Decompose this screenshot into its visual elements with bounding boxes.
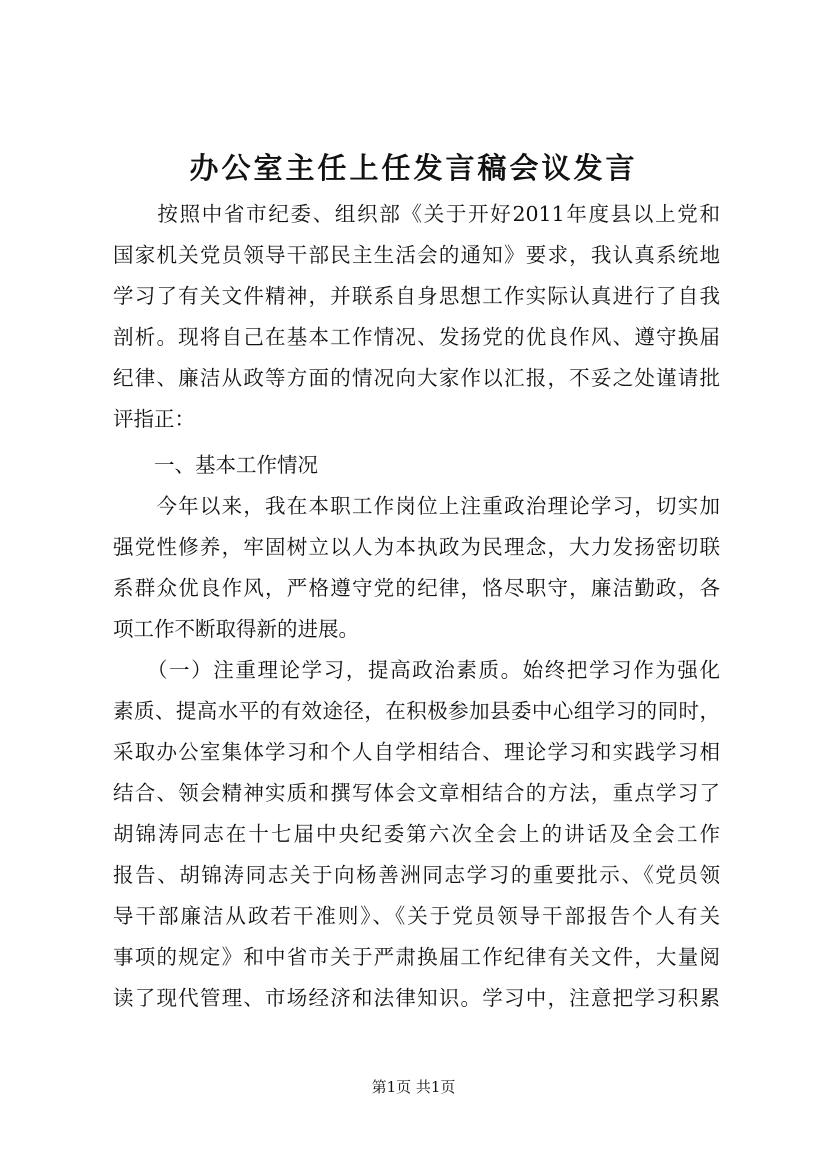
body-line: 读了现代管理、市场经济和法律知识。学习中，注意把学习积累 [113, 986, 720, 1010]
body-line: 系群众优良作风，严格遵守党的纪律，恪尽职守，廉洁勤政，各 [113, 576, 720, 600]
body-line: 胡锦涛同志在十七届中央纪委第六次全会上的讲话及全会工作 [113, 822, 720, 846]
body-line: 事项的规定》和中省市关于严肃换届工作纪律有关文件，大量阅 [113, 945, 720, 969]
body-line: 项工作不断取得新的进展。 [113, 617, 359, 641]
body-line: （一）注重理论学习，提高政治素质。始终把学习作为强化 [113, 658, 720, 682]
body-line: 国家机关党员领导干部民主生活会的通知》要求，我认真系统地 [113, 243, 720, 267]
section-heading: 一、基本工作情况 [113, 453, 318, 477]
body-line: 强党性修养，牢固树立以人为本执政为民理念，大力发扬密切联 [113, 535, 720, 559]
body-line: 素质、提高水平的有效途径，在积极参加县委中心组学习的同时， [113, 699, 720, 723]
body-line: 剖析。现将自己在基本工作情况、发扬党的优良作风、遵守换届 [113, 325, 720, 349]
body-line: 采取办公室集体学习和个人自学相结合、理论学习和实践学习相 [113, 740, 720, 764]
body-line: 学习了有关文件精神，并联系自身思想工作实际认真进行了自我 [113, 284, 720, 308]
page-footer: 第1页 共1页 [371, 1078, 456, 1096]
body-line: 按照中省市纪委、组织部《关于开好2011年度县以上党和 [113, 202, 720, 226]
body-line: 导干部廉洁从政若干准则》、《关于党员领导干部报告个人有关 [113, 904, 720, 928]
document-title: 办公室主任上任发言稿会议发言 [189, 151, 638, 185]
body-line: 纪律、廉洁从政等方面的情况向大家作以汇报，不妥之处谨请批 [113, 366, 720, 390]
body-line: 评指正： [113, 407, 195, 431]
body-line: 结合、领会精神实质和撰写体会文章相结合的方法，重点学习了 [113, 781, 720, 805]
body-line: 报告、胡锦涛同志关于向杨善洲同志学习的重要批示、《党员领 [113, 863, 720, 887]
body-line: 今年以来，我在本职工作岗位上注重政治理论学习，切实加 [113, 494, 720, 518]
